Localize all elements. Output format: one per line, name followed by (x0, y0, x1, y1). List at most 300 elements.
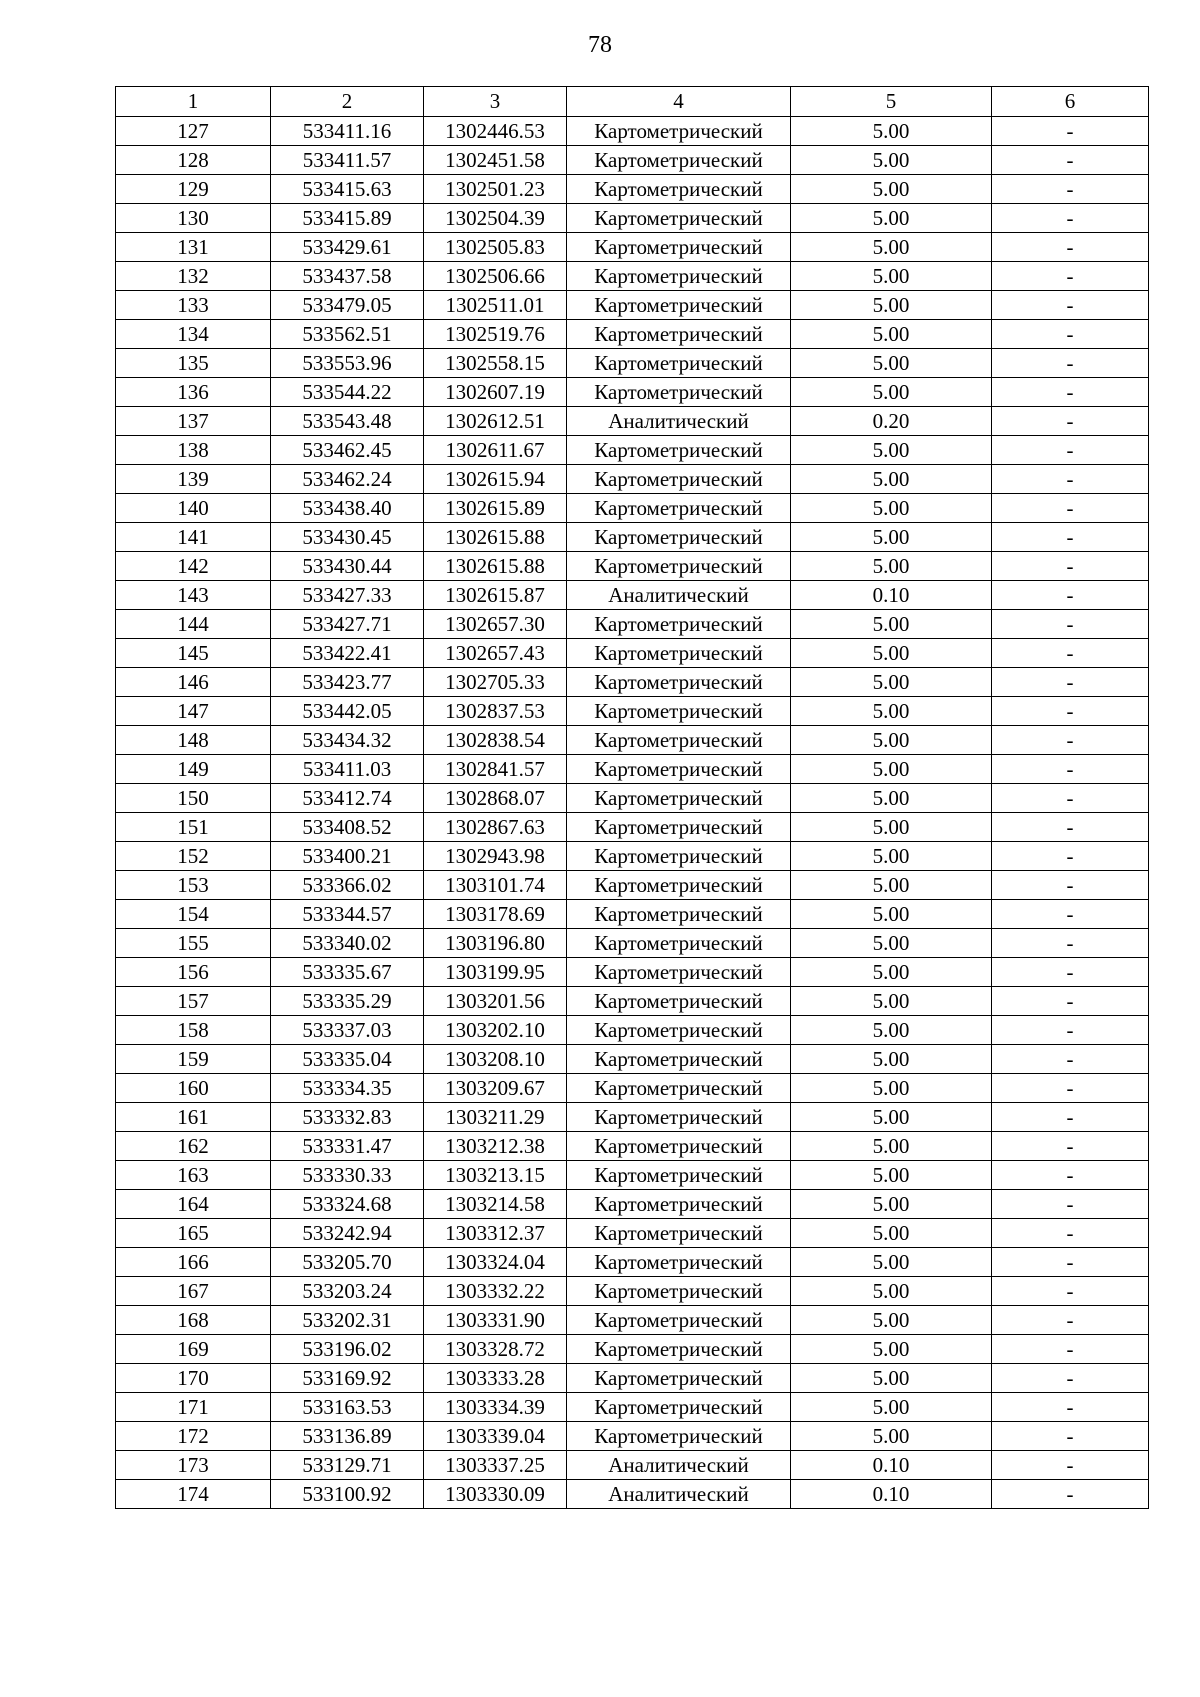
point-number-cell: 142 (116, 552, 271, 581)
note-cell: - (992, 378, 1149, 407)
point-number-cell: 144 (116, 610, 271, 639)
point-number-cell: 166 (116, 1248, 271, 1277)
accuracy-cell: 5.00 (791, 842, 992, 871)
point-number-cell: 130 (116, 204, 271, 233)
x-coordinate-cell: 533340.02 (271, 929, 424, 958)
accuracy-cell: 5.00 (791, 349, 992, 378)
point-number-cell: 132 (116, 262, 271, 291)
x-coordinate-cell: 533196.02 (271, 1335, 424, 1364)
note-cell: - (992, 726, 1149, 755)
x-coordinate-cell: 533427.33 (271, 581, 424, 610)
note-cell: - (992, 523, 1149, 552)
x-coordinate-cell: 533415.63 (271, 175, 424, 204)
note-cell: - (992, 465, 1149, 494)
point-number-cell: 152 (116, 842, 271, 871)
y-coordinate-cell: 1302504.39 (424, 204, 567, 233)
table-row (116, 1219, 1149, 1248)
x-coordinate-cell: 533203.24 (271, 1277, 424, 1306)
accuracy-cell: 5.00 (791, 175, 992, 204)
y-coordinate-cell: 1303328.72 (424, 1335, 567, 1364)
y-coordinate-cell: 1302615.88 (424, 523, 567, 552)
accuracy-cell: 5.00 (791, 900, 992, 929)
y-coordinate-cell: 1302611.67 (424, 436, 567, 465)
column-header-4: 4 (567, 87, 791, 117)
x-coordinate-cell: 533422.41 (271, 639, 424, 668)
point-number-cell: 143 (116, 581, 271, 610)
method-cell: Аналитический (567, 581, 791, 610)
y-coordinate-cell: 1302505.83 (424, 233, 567, 262)
table-row (116, 1480, 1149, 1509)
point-number-cell: 174 (116, 1480, 271, 1509)
note-cell: - (992, 668, 1149, 697)
note-cell: - (992, 320, 1149, 349)
accuracy-cell: 5.00 (791, 523, 992, 552)
x-coordinate-cell: 533427.71 (271, 610, 424, 639)
method-cell: Картометрический (567, 726, 791, 755)
note-cell: - (992, 1016, 1149, 1045)
x-coordinate-cell: 533335.29 (271, 987, 424, 1016)
table-row (116, 552, 1149, 581)
y-coordinate-cell: 1302612.51 (424, 407, 567, 436)
point-number-cell: 161 (116, 1103, 271, 1132)
point-number-cell: 164 (116, 1190, 271, 1219)
y-coordinate-cell: 1302615.94 (424, 465, 567, 494)
y-coordinate-cell: 1302868.07 (424, 784, 567, 813)
accuracy-cell: 5.00 (791, 146, 992, 175)
method-cell: Картометрический (567, 204, 791, 233)
note-cell: - (992, 1045, 1149, 1074)
point-number-cell: 148 (116, 726, 271, 755)
note-cell: - (992, 1422, 1149, 1451)
accuracy-cell: 5.00 (791, 1016, 992, 1045)
method-cell: Картометрический (567, 784, 791, 813)
x-coordinate-cell: 533423.77 (271, 668, 424, 697)
note-cell: - (992, 842, 1149, 871)
table-row (116, 784, 1149, 813)
point-number-cell: 173 (116, 1451, 271, 1480)
table-row (116, 1161, 1149, 1190)
note-cell: - (992, 1364, 1149, 1393)
note-cell: - (992, 1074, 1149, 1103)
table-row (116, 349, 1149, 378)
note-cell: - (992, 407, 1149, 436)
note-cell: - (992, 1480, 1149, 1509)
note-cell: - (992, 1190, 1149, 1219)
method-cell: Аналитический (567, 407, 791, 436)
coordinates-table (115, 86, 1149, 1509)
table-row (116, 233, 1149, 262)
x-coordinate-cell: 533330.33 (271, 1161, 424, 1190)
y-coordinate-cell: 1302519.76 (424, 320, 567, 349)
accuracy-cell: 5.00 (791, 1190, 992, 1219)
accuracy-cell: 5.00 (791, 813, 992, 842)
x-coordinate-cell: 533434.32 (271, 726, 424, 755)
accuracy-cell: 5.00 (791, 378, 992, 407)
x-coordinate-cell: 533408.52 (271, 813, 424, 842)
method-cell: Картометрический (567, 1045, 791, 1074)
accuracy-cell: 5.00 (791, 1161, 992, 1190)
accuracy-cell: 5.00 (791, 291, 992, 320)
x-coordinate-cell: 533136.89 (271, 1422, 424, 1451)
point-number-cell: 172 (116, 1422, 271, 1451)
accuracy-cell: 5.00 (791, 1248, 992, 1277)
column-header-5: 5 (791, 87, 992, 117)
y-coordinate-cell: 1303211.29 (424, 1103, 567, 1132)
point-number-cell: 128 (116, 146, 271, 175)
method-cell: Картометрический (567, 1364, 791, 1393)
note-cell: - (992, 1103, 1149, 1132)
accuracy-cell: 5.00 (791, 987, 992, 1016)
y-coordinate-cell: 1303330.09 (424, 1480, 567, 1509)
x-coordinate-cell: 533202.31 (271, 1306, 424, 1335)
y-coordinate-cell: 1303312.37 (424, 1219, 567, 1248)
x-coordinate-cell: 533411.57 (271, 146, 424, 175)
y-coordinate-cell: 1302446.53 (424, 117, 567, 146)
method-cell: Картометрический (567, 1248, 791, 1277)
accuracy-cell: 5.00 (791, 320, 992, 349)
point-number-cell: 141 (116, 523, 271, 552)
method-cell: Картометрический (567, 813, 791, 842)
note-cell: - (992, 1393, 1149, 1422)
table-row (116, 697, 1149, 726)
note-cell: - (992, 262, 1149, 291)
note-cell: - (992, 436, 1149, 465)
accuracy-cell: 0.10 (791, 1451, 992, 1480)
table-row (116, 1103, 1149, 1132)
table-row (116, 175, 1149, 204)
method-cell: Картометрический (567, 1103, 791, 1132)
point-number-cell: 163 (116, 1161, 271, 1190)
header-row (116, 87, 1149, 117)
x-coordinate-cell: 533462.45 (271, 436, 424, 465)
method-cell: Картометрический (567, 523, 791, 552)
y-coordinate-cell: 1303209.67 (424, 1074, 567, 1103)
y-coordinate-cell: 1303337.25 (424, 1451, 567, 1480)
table-row (116, 1016, 1149, 1045)
accuracy-cell: 5.00 (791, 1335, 992, 1364)
note-cell: - (992, 929, 1149, 958)
accuracy-cell: 5.00 (791, 668, 992, 697)
y-coordinate-cell: 1302615.87 (424, 581, 567, 610)
y-coordinate-cell: 1303208.10 (424, 1045, 567, 1074)
point-number-cell: 136 (116, 378, 271, 407)
method-cell: Картометрический (567, 871, 791, 900)
note-cell: - (992, 204, 1149, 233)
point-number-cell: 169 (116, 1335, 271, 1364)
y-coordinate-cell: 1302657.43 (424, 639, 567, 668)
method-cell: Картометрический (567, 552, 791, 581)
x-coordinate-cell: 533344.57 (271, 900, 424, 929)
method-cell: Картометрический (567, 755, 791, 784)
method-cell: Аналитический (567, 1480, 791, 1509)
accuracy-cell: 5.00 (791, 552, 992, 581)
method-cell: Аналитический (567, 1451, 791, 1480)
x-coordinate-cell: 533334.35 (271, 1074, 424, 1103)
point-number-cell: 133 (116, 291, 271, 320)
x-coordinate-cell: 533412.74 (271, 784, 424, 813)
table-row (116, 1393, 1149, 1422)
point-number-cell: 129 (116, 175, 271, 204)
method-cell: Картометрический (567, 1393, 791, 1422)
y-coordinate-cell: 1303201.56 (424, 987, 567, 1016)
note-cell: - (992, 871, 1149, 900)
accuracy-cell: 5.00 (791, 958, 992, 987)
note-cell: - (992, 1277, 1149, 1306)
table-row (116, 291, 1149, 320)
note-cell: - (992, 1306, 1149, 1335)
method-cell: Картометрический (567, 146, 791, 175)
method-cell: Картометрический (567, 1422, 791, 1451)
point-number-cell: 140 (116, 494, 271, 523)
point-number-cell: 134 (116, 320, 271, 349)
y-coordinate-cell: 1303334.39 (424, 1393, 567, 1422)
point-number-cell: 135 (116, 349, 271, 378)
table-row (116, 523, 1149, 552)
method-cell: Картометрический (567, 987, 791, 1016)
accuracy-cell: 5.00 (791, 233, 992, 262)
method-cell: Картометрический (567, 349, 791, 378)
y-coordinate-cell: 1303199.95 (424, 958, 567, 987)
y-coordinate-cell: 1303213.15 (424, 1161, 567, 1190)
column-header-6: 6 (992, 87, 1149, 117)
point-number-cell: 149 (116, 755, 271, 784)
y-coordinate-cell: 1302511.01 (424, 291, 567, 320)
method-cell: Картометрический (567, 697, 791, 726)
table-row (116, 610, 1149, 639)
point-number-cell: 154 (116, 900, 271, 929)
note-cell: - (992, 1248, 1149, 1277)
table-row (116, 407, 1149, 436)
accuracy-cell: 5.00 (791, 1103, 992, 1132)
table-body (116, 117, 1149, 1509)
method-cell: Картометрический (567, 117, 791, 146)
method-cell: Картометрический (567, 291, 791, 320)
point-number-cell: 170 (116, 1364, 271, 1393)
x-coordinate-cell: 533543.48 (271, 407, 424, 436)
table-row (116, 581, 1149, 610)
x-coordinate-cell: 533430.45 (271, 523, 424, 552)
method-cell: Картометрический (567, 1277, 791, 1306)
method-cell: Картометрический (567, 639, 791, 668)
accuracy-cell: 5.00 (791, 1422, 992, 1451)
accuracy-cell: 5.00 (791, 494, 992, 523)
x-coordinate-cell: 533438.40 (271, 494, 424, 523)
note-cell: - (992, 349, 1149, 378)
y-coordinate-cell: 1302705.33 (424, 668, 567, 697)
point-number-cell: 159 (116, 1045, 271, 1074)
accuracy-cell: 0.10 (791, 581, 992, 610)
x-coordinate-cell: 533335.67 (271, 958, 424, 987)
y-coordinate-cell: 1303178.69 (424, 900, 567, 929)
method-cell: Картометрический (567, 262, 791, 291)
point-number-cell: 127 (116, 117, 271, 146)
accuracy-cell: 5.00 (791, 465, 992, 494)
table-row (116, 378, 1149, 407)
point-number-cell: 167 (116, 1277, 271, 1306)
accuracy-cell: 0.10 (791, 1480, 992, 1509)
point-number-cell: 162 (116, 1132, 271, 1161)
point-number-cell: 160 (116, 1074, 271, 1103)
point-number-cell: 171 (116, 1393, 271, 1422)
accuracy-cell: 5.00 (791, 929, 992, 958)
point-number-cell: 146 (116, 668, 271, 697)
note-cell: - (992, 697, 1149, 726)
note-cell: - (992, 552, 1149, 581)
y-coordinate-cell: 1302838.54 (424, 726, 567, 755)
accuracy-cell: 5.00 (791, 436, 992, 465)
point-number-cell: 137 (116, 407, 271, 436)
x-coordinate-cell: 533331.47 (271, 1132, 424, 1161)
table-row (116, 813, 1149, 842)
accuracy-cell: 5.00 (791, 1364, 992, 1393)
accuracy-cell: 5.00 (791, 610, 992, 639)
accuracy-cell: 5.00 (791, 1074, 992, 1103)
y-coordinate-cell: 1303196.80 (424, 929, 567, 958)
method-cell: Картометрический (567, 233, 791, 262)
point-number-cell: 151 (116, 813, 271, 842)
point-number-cell: 153 (116, 871, 271, 900)
y-coordinate-cell: 1302558.15 (424, 349, 567, 378)
table-row (116, 1074, 1149, 1103)
x-coordinate-cell: 533332.83 (271, 1103, 424, 1132)
y-coordinate-cell: 1302867.63 (424, 813, 567, 842)
y-coordinate-cell: 1303332.22 (424, 1277, 567, 1306)
note-cell: - (992, 958, 1149, 987)
table-row (116, 204, 1149, 233)
note-cell: - (992, 784, 1149, 813)
note-cell: - (992, 1335, 1149, 1364)
x-coordinate-cell: 533129.71 (271, 1451, 424, 1480)
method-cell: Картометрический (567, 842, 791, 871)
table-row (116, 1451, 1149, 1480)
method-cell: Картометрический (567, 175, 791, 204)
accuracy-cell: 5.00 (791, 697, 992, 726)
x-coordinate-cell: 533400.21 (271, 842, 424, 871)
x-coordinate-cell: 533415.89 (271, 204, 424, 233)
method-cell: Картометрический (567, 436, 791, 465)
method-cell: Картометрический (567, 1190, 791, 1219)
method-cell: Картометрический (567, 610, 791, 639)
method-cell: Картометрический (567, 1074, 791, 1103)
method-cell: Картометрический (567, 1016, 791, 1045)
point-number-cell: 147 (116, 697, 271, 726)
x-coordinate-cell: 533411.16 (271, 117, 424, 146)
table-row (116, 726, 1149, 755)
table-row (116, 842, 1149, 871)
note-cell: - (992, 1451, 1149, 1480)
x-coordinate-cell: 533430.44 (271, 552, 424, 581)
accuracy-cell: 5.00 (791, 1045, 992, 1074)
y-coordinate-cell: 1303101.74 (424, 871, 567, 900)
accuracy-cell: 5.00 (791, 639, 992, 668)
y-coordinate-cell: 1302615.88 (424, 552, 567, 581)
note-cell: - (992, 581, 1149, 610)
x-coordinate-cell: 533411.03 (271, 755, 424, 784)
column-header-1: 1 (116, 87, 271, 117)
x-coordinate-cell: 533544.22 (271, 378, 424, 407)
x-coordinate-cell: 533242.94 (271, 1219, 424, 1248)
method-cell: Картометрический (567, 465, 791, 494)
y-coordinate-cell: 1302506.66 (424, 262, 567, 291)
point-number-cell: 139 (116, 465, 271, 494)
x-coordinate-cell: 533442.05 (271, 697, 424, 726)
y-coordinate-cell: 1302657.30 (424, 610, 567, 639)
x-coordinate-cell: 533429.61 (271, 233, 424, 262)
method-cell: Картометрический (567, 1219, 791, 1248)
table-row (116, 146, 1149, 175)
note-cell: - (992, 813, 1149, 842)
method-cell: Картометрический (567, 1306, 791, 1335)
method-cell: Картометрический (567, 1132, 791, 1161)
y-coordinate-cell: 1303212.38 (424, 1132, 567, 1161)
y-coordinate-cell: 1303339.04 (424, 1422, 567, 1451)
accuracy-cell: 5.00 (791, 204, 992, 233)
note-cell: - (992, 291, 1149, 320)
method-cell: Картометрический (567, 929, 791, 958)
y-coordinate-cell: 1302501.23 (424, 175, 567, 204)
note-cell: - (992, 233, 1149, 262)
table-row (116, 929, 1149, 958)
x-coordinate-cell: 533335.04 (271, 1045, 424, 1074)
y-coordinate-cell: 1303202.10 (424, 1016, 567, 1045)
page-number: 78 (588, 32, 612, 58)
x-coordinate-cell: 533366.02 (271, 871, 424, 900)
column-header-2: 2 (271, 87, 424, 117)
point-number-cell: 157 (116, 987, 271, 1016)
point-number-cell: 138 (116, 436, 271, 465)
x-coordinate-cell: 533462.24 (271, 465, 424, 494)
table-row (116, 1190, 1149, 1219)
table-row (116, 755, 1149, 784)
note-cell: - (992, 1219, 1149, 1248)
x-coordinate-cell: 533337.03 (271, 1016, 424, 1045)
point-number-cell: 155 (116, 929, 271, 958)
x-coordinate-cell: 533163.53 (271, 1393, 424, 1422)
y-coordinate-cell: 1302841.57 (424, 755, 567, 784)
table-row (116, 987, 1149, 1016)
accuracy-cell: 5.00 (791, 1306, 992, 1335)
y-coordinate-cell: 1303333.28 (424, 1364, 567, 1393)
table-row (116, 1422, 1149, 1451)
x-coordinate-cell: 533553.96 (271, 349, 424, 378)
note-cell: - (992, 639, 1149, 668)
table-row (116, 668, 1149, 697)
table-row (116, 1045, 1149, 1074)
x-coordinate-cell: 533169.92 (271, 1364, 424, 1393)
method-cell: Картометрический (567, 378, 791, 407)
table-row (116, 494, 1149, 523)
point-number-cell: 145 (116, 639, 271, 668)
y-coordinate-cell: 1302943.98 (424, 842, 567, 871)
point-number-cell: 158 (116, 1016, 271, 1045)
point-number-cell: 150 (116, 784, 271, 813)
method-cell: Картометрический (567, 320, 791, 349)
point-number-cell: 131 (116, 233, 271, 262)
method-cell: Картометрический (567, 1161, 791, 1190)
y-coordinate-cell: 1303324.04 (424, 1248, 567, 1277)
y-coordinate-cell: 1303214.58 (424, 1190, 567, 1219)
point-number-cell: 156 (116, 958, 271, 987)
table-row (116, 436, 1149, 465)
table-row (116, 465, 1149, 494)
y-coordinate-cell: 1303331.90 (424, 1306, 567, 1335)
table-row (116, 1132, 1149, 1161)
x-coordinate-cell: 533562.51 (271, 320, 424, 349)
accuracy-cell: 5.00 (791, 871, 992, 900)
note-cell: - (992, 1132, 1149, 1161)
note-cell: - (992, 755, 1149, 784)
table-row (116, 117, 1149, 146)
